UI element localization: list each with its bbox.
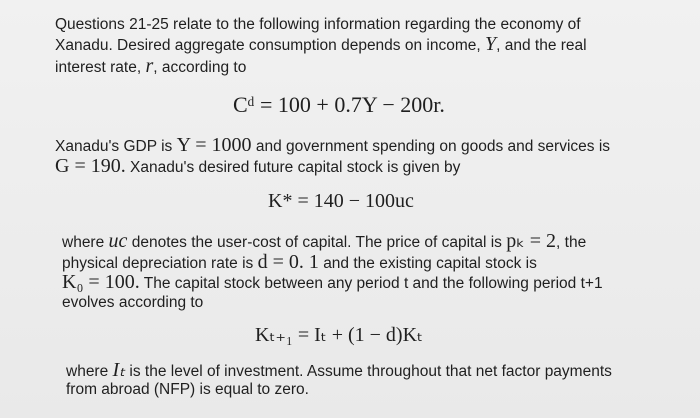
capital-stock-equation: K* = 140 − 100uc	[268, 190, 414, 212]
intro-line-3: interest rate, r, according to	[55, 55, 247, 77]
closing-line-1: where Iₜ is the level of investment. Assume throughout that net factor payments	[66, 359, 612, 381]
gdp-line-1: Xanadu's GDP is Y = 1000 and government spending on goods and services is	[55, 134, 611, 156]
gdp-line-2: G = 190. Xanadu's desired future capital stock is given by	[55, 155, 461, 177]
cost-line-2: physical depreciation rate is d = 0. 1 and the existing capital stock is	[62, 251, 537, 273]
cost-line-3: K₀ = 100. The capital stock between any period t and the following period t+1	[62, 271, 603, 293]
consumption-equation: Cᵈ = 100 + 0.7Y − 200r.	[233, 92, 445, 117]
closing-line-2: from abroad (NFP) is equal to zero.	[66, 381, 309, 398]
intro-line-1: Questions 21-25 relate to the following information regarding the economy of	[55, 16, 581, 33]
intro-line-2: Xanadu. Desired aggregate consumption depends on income, Y, and the real	[55, 33, 587, 55]
cost-line-4: evolves according to	[62, 294, 204, 311]
capital-evolution-equation: Kₜ₊₁ = Iₜ + (1 − d)Kₜ	[255, 324, 423, 346]
cost-line-1: where uc denotes the user-cost of capital. The price of capital is pₖ = 2, the	[62, 230, 587, 252]
